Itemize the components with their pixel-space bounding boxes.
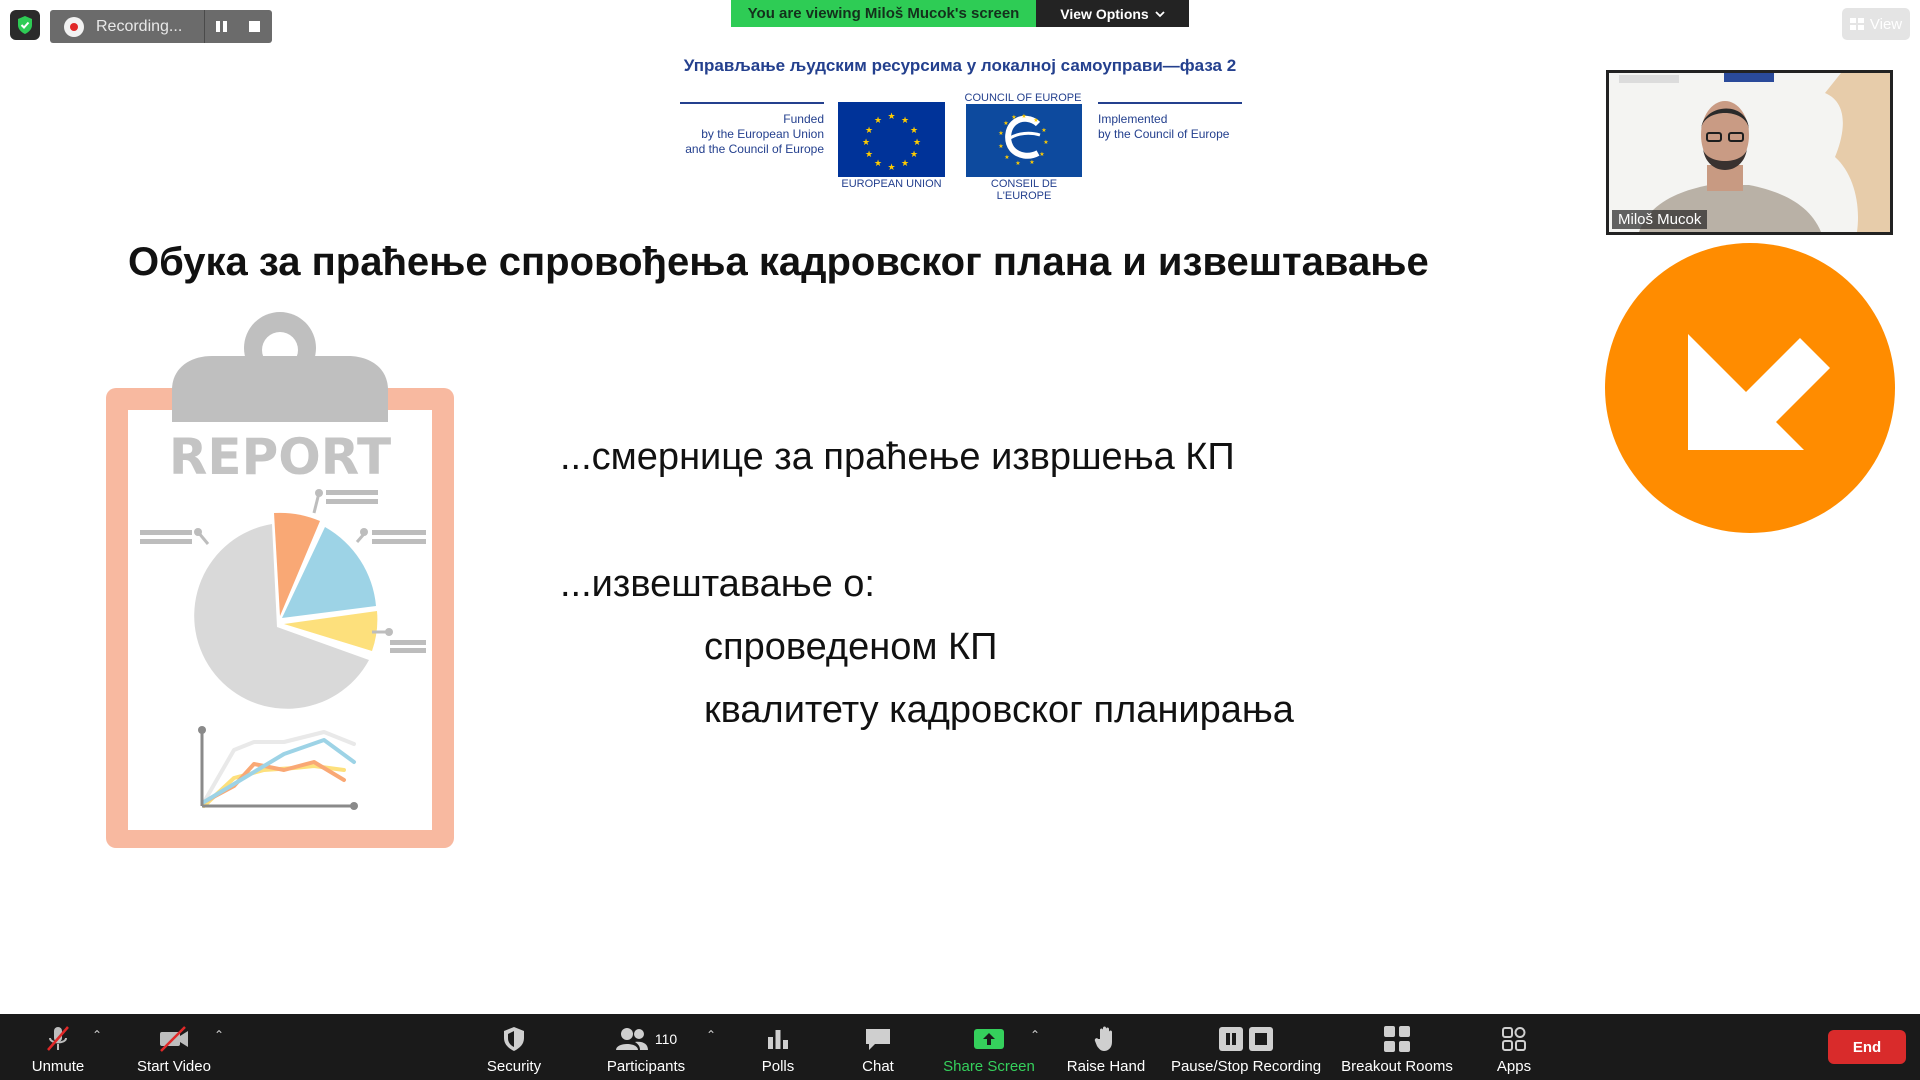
slide-bullet: ...извештавање о: [560, 563, 875, 605]
partner-logos [680, 92, 1242, 202]
svg-text:★: ★ [887, 112, 896, 122]
chat-button[interactable] [844, 1014, 912, 1080]
pause-stop-recording-label: Pause/Stop Recording [1170, 1058, 1322, 1075]
pause-icon [216, 21, 227, 32]
slide-bullet: ...смернице за праћење извршења КП [560, 436, 1235, 478]
view-label: View [1869, 15, 1903, 33]
svg-text:★: ★ [900, 116, 910, 126]
svg-text:★: ★ [998, 130, 1004, 137]
polls-label: Polls [761, 1058, 795, 1075]
share-options-chevron-icon[interactable]: ⌃ [1030, 1028, 1041, 1042]
participant-video-tile[interactable] [1606, 70, 1893, 235]
participants-count-badge: 110 [654, 1031, 678, 1047]
microphone-muted-icon [44, 1024, 72, 1054]
start-video-label: Start Video [137, 1058, 211, 1075]
report-text: REPORT [168, 428, 392, 486]
pause-stop-recording-icon [1218, 1026, 1274, 1052]
svg-text:★: ★ [1021, 113, 1027, 120]
orange-arrow-circle-icon [1605, 243, 1895, 533]
share-screen-button[interactable] [934, 1014, 1044, 1080]
svg-text:★: ★ [1011, 114, 1017, 121]
svg-text:★: ★ [900, 159, 910, 169]
slide-title: Обука за праћење спровођења кадровског плана и извештавање [128, 240, 1429, 284]
coe-top-label: COUNCIL OF EUROPE [964, 92, 1082, 104]
participants-icon [615, 1026, 649, 1052]
viewing-screen-banner: You are viewing Miloš Mucok's screen [731, 0, 1036, 27]
raise-hand-icon [1094, 1025, 1118, 1053]
eu-label: EUROPEAN UNION [841, 178, 942, 190]
funded-line: by the European Union [701, 127, 824, 141]
svg-text:★: ★ [998, 143, 1004, 150]
breakout-rooms-grid-icon [1383, 1025, 1411, 1053]
polls-bar-chart-icon [766, 1027, 790, 1051]
coe-label: CONSEIL DE L'EUROPE [990, 178, 1058, 202]
security-shield-icon [501, 1025, 527, 1053]
apps-icon [1501, 1026, 1527, 1052]
apps-label: Apps [1496, 1058, 1532, 1075]
svg-text:★: ★ [912, 138, 922, 148]
funded-line: and the Council of Europe [685, 142, 824, 156]
svg-text:★: ★ [861, 138, 871, 148]
svg-text:★: ★ [1004, 154, 1010, 161]
share-screen-arrow-icon [973, 1027, 1005, 1051]
svg-text:★: ★ [1033, 117, 1039, 124]
svg-text:★: ★ [1041, 127, 1047, 134]
funded-line: Funded [783, 112, 824, 126]
start-video-button[interactable] [128, 1014, 220, 1080]
slide-sub-bullet: квалитету кадровског планирања [704, 689, 1294, 731]
eu-flag-logo [838, 102, 945, 177]
slide-sub-bullet: спроведеном КП [704, 626, 998, 668]
council-of-europe-logo [966, 104, 1082, 177]
svg-text:★: ★ [909, 126, 919, 136]
recording-status [50, 10, 204, 43]
implemented-by-text [1098, 102, 1242, 142]
pause-recording-button[interactable] [205, 10, 238, 43]
share-screen-label: Share Screen [943, 1058, 1035, 1075]
unmute-button[interactable] [20, 1014, 96, 1080]
stop-icon [249, 21, 260, 32]
video-options-chevron-icon[interactable]: ⌃ [214, 1028, 225, 1042]
chat-label: Chat [862, 1058, 894, 1075]
svg-text:★: ★ [873, 159, 883, 169]
svg-text:★: ★ [1003, 120, 1009, 127]
participant-name-label: Miloš Mucok [1612, 210, 1707, 229]
svg-text:★: ★ [1029, 159, 1035, 166]
breakout-rooms-label: Breakout Rooms [1341, 1058, 1453, 1075]
security-label: Security [486, 1058, 542, 1075]
participants-options-chevron-icon[interactable]: ⌃ [706, 1028, 717, 1042]
svg-text:★: ★ [873, 116, 883, 126]
video-camera-off-icon [157, 1024, 191, 1054]
report-clipboard-illustration [104, 310, 460, 850]
svg-text:★: ★ [1015, 160, 1021, 167]
view-options-label: View Options [1060, 5, 1149, 22]
recording-bar [50, 10, 272, 43]
unmute-label: Unmute [31, 1058, 85, 1075]
participants-button[interactable] [600, 1014, 692, 1080]
implemented-line: by the Council of Europe [1098, 127, 1230, 141]
view-options-button[interactable] [1036, 0, 1189, 27]
slide-subtitle: Управљање људским ресурсима у локалној самоуправи—фаза 2 [683, 56, 1237, 75]
recording-label: Recording... [96, 17, 183, 35]
grid-view-icon [1850, 18, 1864, 30]
svg-text:★: ★ [864, 126, 874, 136]
pause-stop-recording-button[interactable] [1170, 1014, 1322, 1080]
apps-button[interactable] [1484, 1014, 1544, 1080]
participant-video-feed [1609, 73, 1890, 232]
breakout-rooms-button[interactable] [1338, 1014, 1456, 1080]
svg-text:★: ★ [1039, 151, 1045, 158]
encryption-shield-icon[interactable] [10, 10, 40, 40]
security-button[interactable] [476, 1014, 552, 1080]
chat-bubble-icon [863, 1026, 893, 1052]
implemented-line: Implemented [1098, 112, 1168, 126]
recording-dot-icon [64, 17, 84, 37]
chevron-down-icon [1155, 10, 1165, 18]
raise-hand-button[interactable] [1060, 1014, 1152, 1080]
svg-text:★: ★ [864, 150, 874, 160]
participants-label: Participants [606, 1058, 686, 1075]
raise-hand-label: Raise Hand [1066, 1058, 1146, 1075]
end-meeting-button[interactable]: End [1828, 1030, 1906, 1064]
meeting-controls-toolbar [0, 1014, 1920, 1080]
stop-recording-button[interactable] [238, 10, 271, 43]
svg-text:★: ★ [887, 163, 896, 173]
polls-button[interactable] [746, 1014, 810, 1080]
svg-text:★: ★ [909, 150, 919, 160]
view-layout-button[interactable] [1842, 8, 1910, 40]
audio-options-chevron-icon[interactable]: ⌃ [92, 1028, 103, 1042]
funded-by-text [680, 102, 824, 157]
svg-text:★: ★ [1043, 139, 1049, 146]
